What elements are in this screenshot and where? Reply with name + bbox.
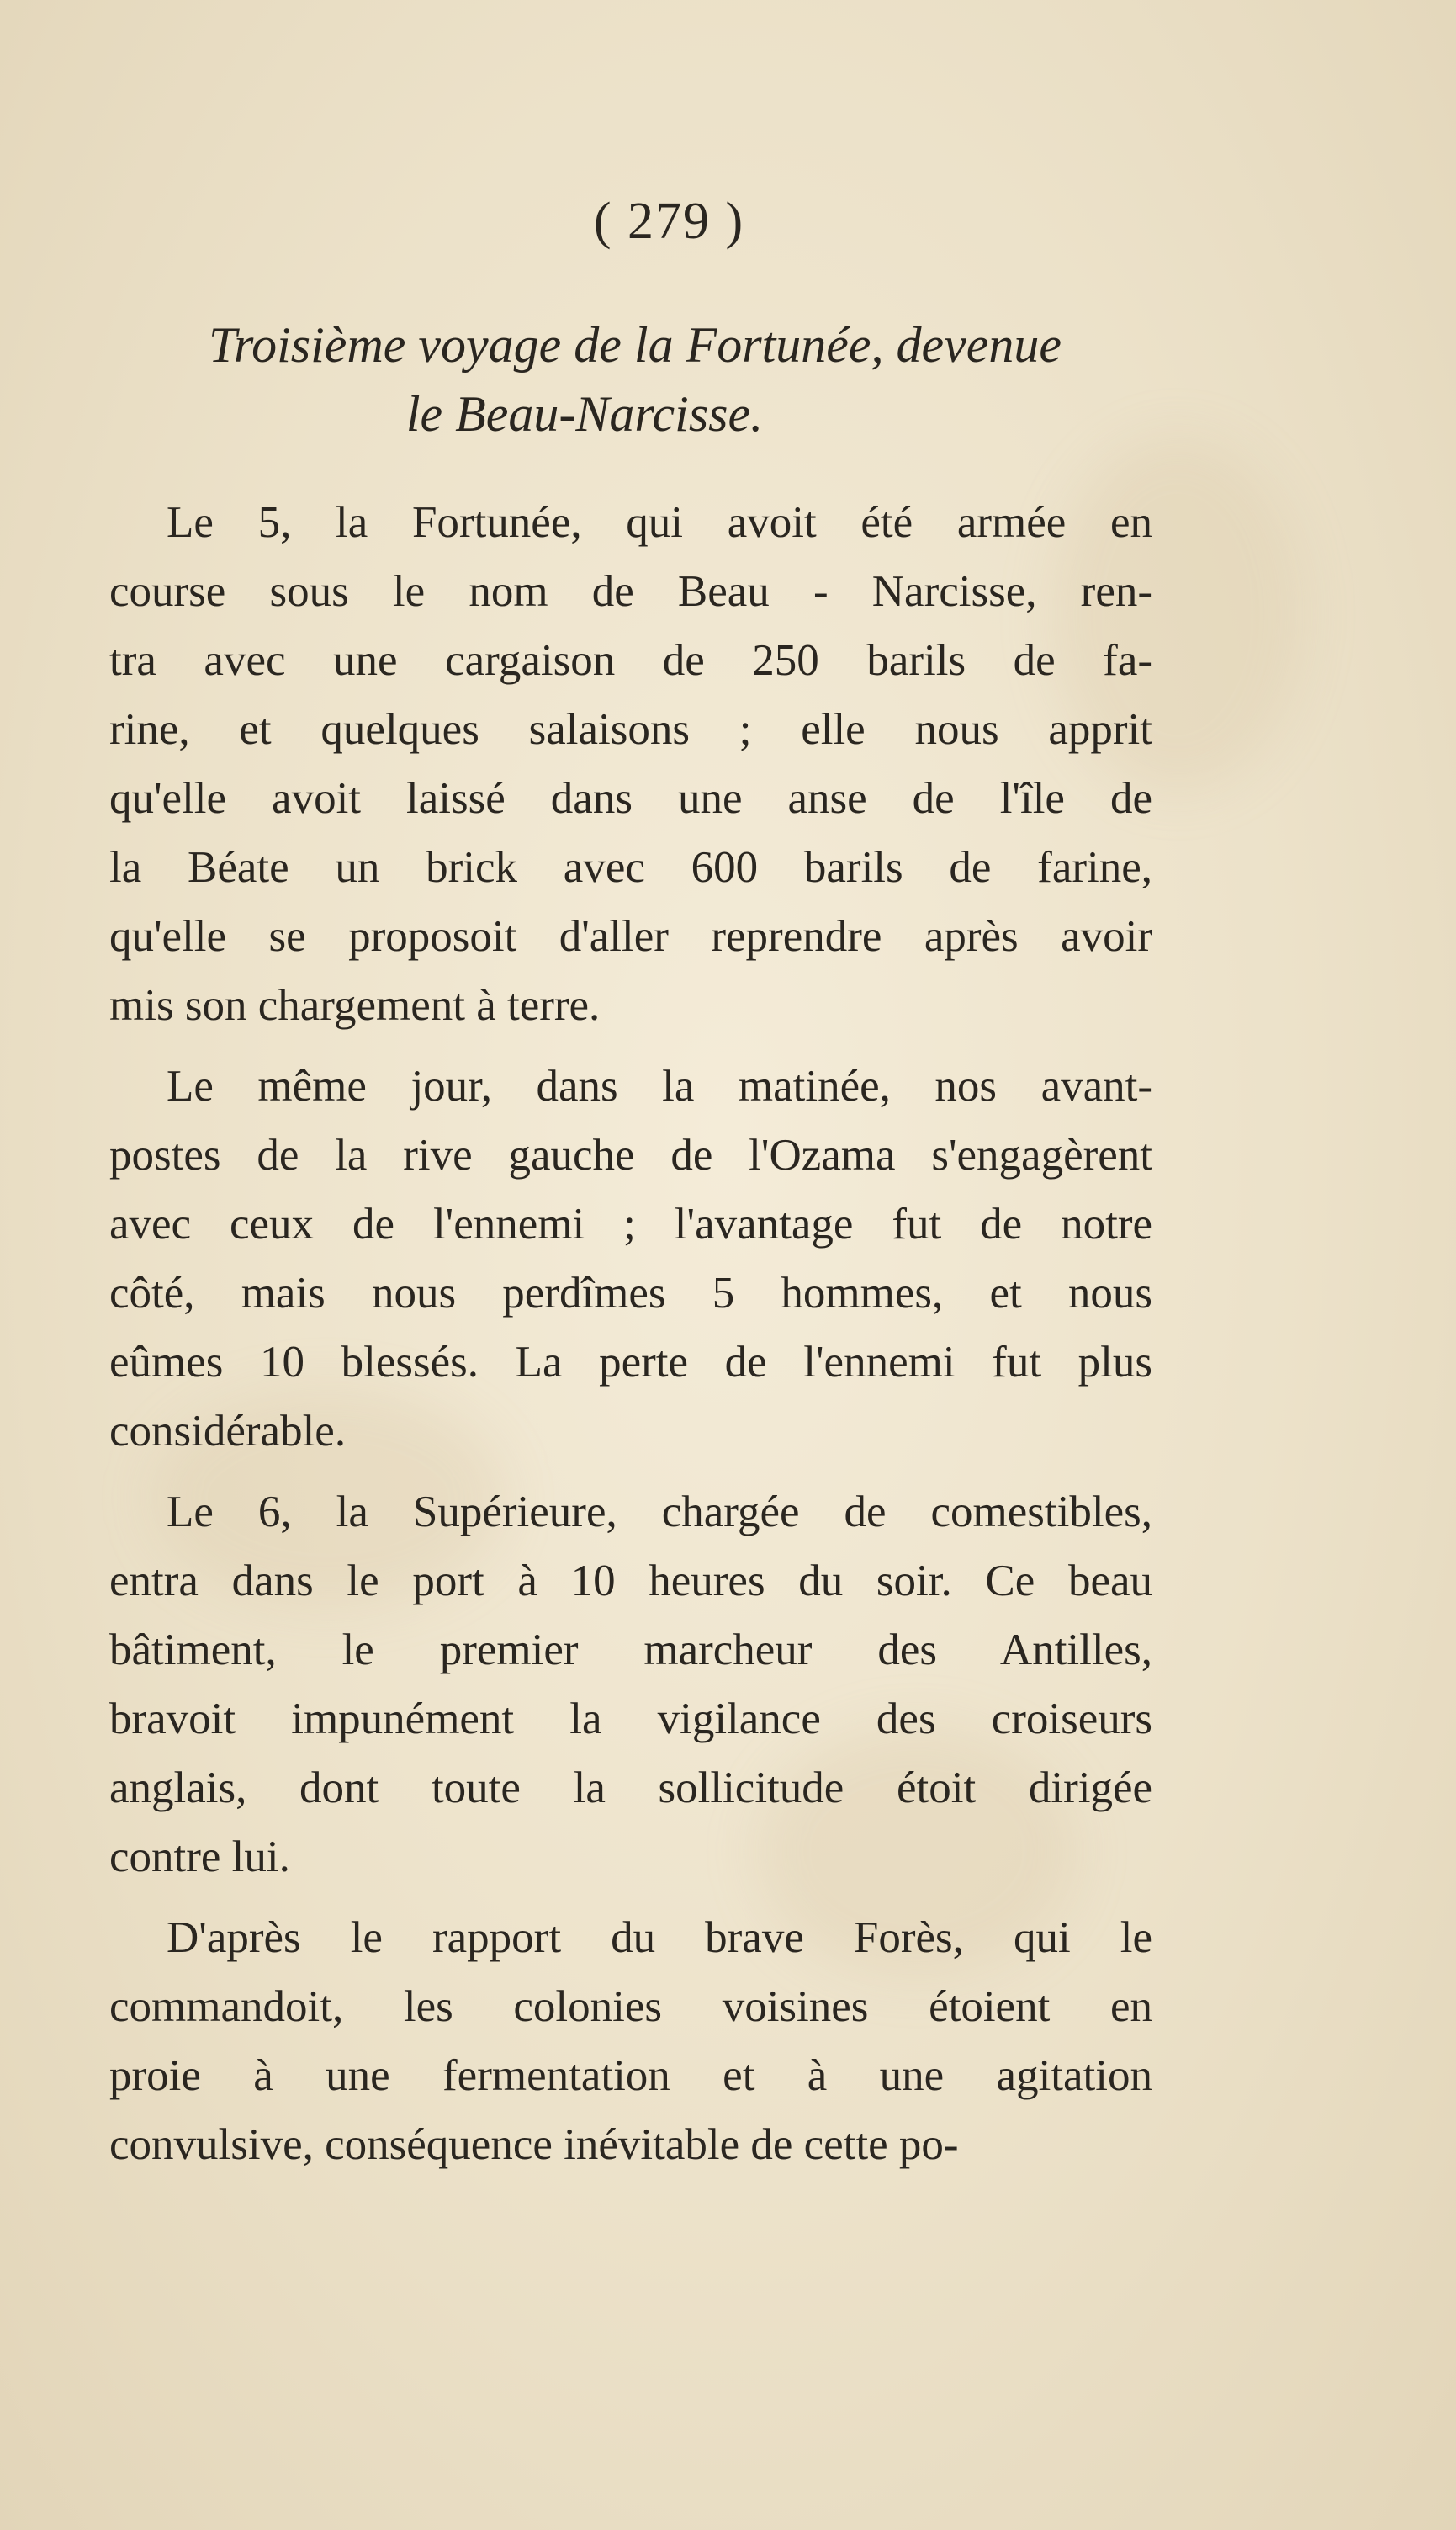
text-line: côté, mais nous perdîmes 5 hommes, et nous — [109, 1269, 1152, 1318]
text-line: avec ceux de l'ennemi ; l'avantage fut de notre — [109, 1200, 1152, 1249]
text-line: rine, et quelques salaisons ; elle nous apprit — [109, 705, 1152, 754]
text-line: qu'elle avoit laissé dans une anse de l'île de — [109, 774, 1152, 823]
text-line: D'après le rapport du brave Forès, qui le — [167, 1913, 1152, 1962]
text-line: Le 6, la Supérieure, chargée de comestibles, — [167, 1488, 1152, 1536]
text-line: anglais, dont toute la sollicitude étoit dirigée — [109, 1764, 1152, 1812]
page-number: ( 279 ) — [593, 193, 745, 250]
text-line: convulsive, conséquence inévitable de cette po- — [109, 2120, 959, 2169]
text-line: bâtiment, le premier marcheur des Antilles, — [109, 1626, 1152, 1674]
text-line: tra avec une cargaison de 250 barils de fa- — [109, 636, 1152, 685]
text-line: Le même jour, dans la matinée, nos avant- — [167, 1062, 1152, 1111]
paragraph — [109, 1903, 1152, 2179]
text-line: commandoit, les colonies voisines étoient en — [109, 1982, 1152, 2031]
text-line: mis son chargement à terre. — [109, 981, 601, 1030]
text-line: Le 5, la Fortunée, qui avoit été armée en — [167, 498, 1152, 547]
text-line: contre lui. — [109, 1833, 290, 1881]
text-line: bravoit impunément la vigilance des croiseurs — [109, 1695, 1152, 1743]
text-line: qu'elle se proposoit d'aller reprendre après avoir — [109, 912, 1152, 961]
text-line: proie à une fermentation et à une agitation — [109, 2051, 1152, 2100]
text-line: considérable. — [109, 1407, 347, 1456]
text-line: course sous le nom de Beau - Narcisse, ren- — [109, 567, 1152, 616]
body-text — [109, 488, 1152, 2191]
chapter-heading-line-1: Troisième voyage de la Fortunée, devenue — [208, 317, 1062, 373]
paragraph — [109, 1477, 1152, 1891]
text-line: la Béate un brick avec 600 barils de farine, — [109, 843, 1152, 892]
text-line: postes de la rive gauche de l'Ozama s'engagèrent — [109, 1131, 1152, 1180]
chapter-heading-line-2: le Beau-Narcisse. — [405, 386, 764, 442]
text-line: entra dans le port à 10 heures du soir. Ce beau — [109, 1557, 1152, 1605]
paragraph — [109, 488, 1152, 1040]
paragraph — [109, 1052, 1152, 1466]
text-line: eûmes 10 blessés. La perte de l'ennemi fut plus — [109, 1338, 1152, 1387]
